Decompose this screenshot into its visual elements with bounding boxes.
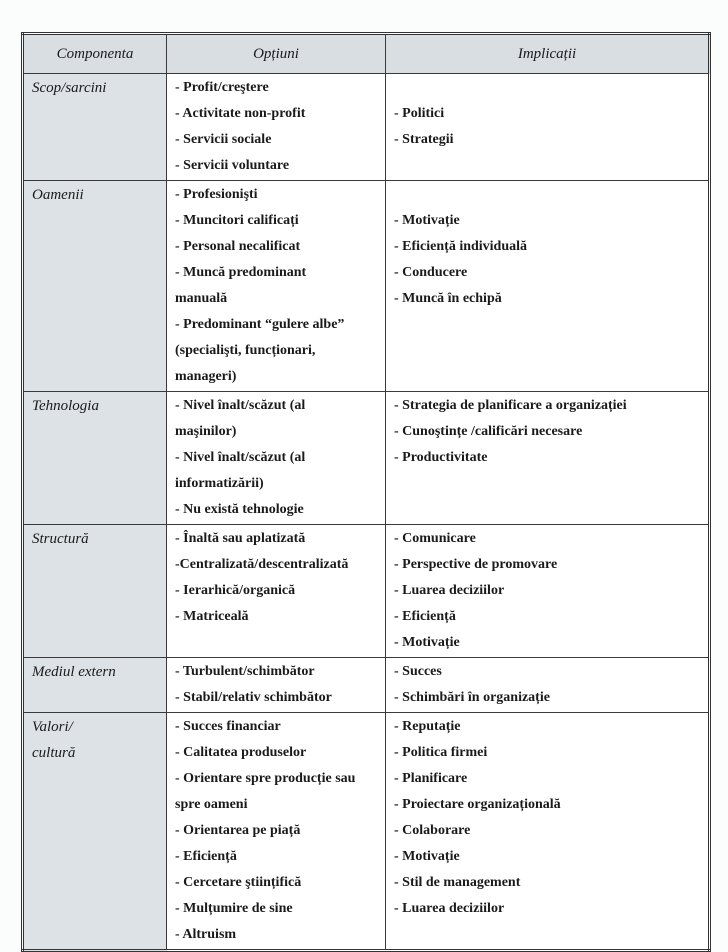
- cell-line: - Ierarhică/organică: [175, 583, 296, 598]
- cell-line: - Personal necalificat: [175, 239, 301, 254]
- cell-line: informatizării): [175, 476, 264, 491]
- component-cell: [23, 392, 167, 525]
- component-cell: [23, 658, 167, 713]
- cell-line: - Stabil/relativ schimbător: [175, 690, 332, 705]
- cell-line: - Strategia de planificare a organizației: [394, 398, 627, 413]
- table-row: [23, 392, 710, 525]
- table-body: [23, 74, 710, 951]
- cell-line: - Conducere: [394, 265, 468, 280]
- cell-line: - Reputație: [394, 719, 461, 734]
- cell-line: - Muncă în echipă: [394, 291, 502, 306]
- cell-line: - Succes financiar: [175, 719, 281, 734]
- implications-cell: [386, 658, 710, 713]
- implications-cell: [386, 181, 710, 392]
- cell-line: - Succes: [394, 664, 442, 679]
- cell-line: Structură: [32, 531, 89, 547]
- cell-line: spre oameni: [175, 797, 248, 812]
- cell-line: - Perspective de promovare: [394, 557, 558, 572]
- options-cell: [167, 713, 386, 951]
- cell-line: - Calitatea produselor: [175, 745, 307, 760]
- cell-line: - Nu există tehnologie: [175, 502, 304, 517]
- cell-line: Scop/sarcini: [32, 80, 107, 96]
- cell-line: - Schimbări în organizație: [394, 690, 550, 705]
- cell-line: - Cunoştințe /calificări necesare: [394, 424, 583, 439]
- cell-line: Oamenii: [32, 187, 84, 203]
- cell-line: Mediul extern: [32, 664, 116, 680]
- cell-line: - Predominant “gulere albe”: [175, 317, 345, 332]
- header-componenta: Componenta: [23, 34, 167, 74]
- cell-line: - Luarea deciziilor: [394, 583, 505, 598]
- options-cell: [167, 181, 386, 392]
- cell-line: manuală: [175, 291, 228, 306]
- cell-line: - Luarea deciziilor: [394, 901, 505, 916]
- cell-line: - Motivație: [394, 213, 460, 228]
- component-cell: [23, 74, 167, 181]
- cell-line: - Muncă predominant: [175, 265, 307, 280]
- header-optiuni: Opțiuni: [167, 34, 386, 74]
- options-cell: [167, 525, 386, 658]
- cell-line: - Înaltă sau aplatizată: [175, 531, 306, 546]
- cell-line: - Matriceală: [175, 609, 249, 624]
- implications-cell: [386, 713, 710, 951]
- cell-line: - Motivație: [394, 635, 460, 650]
- table-row: [23, 525, 710, 658]
- cell-line: - Politica firmei: [394, 745, 488, 760]
- table-row: [23, 658, 710, 713]
- implications-cell: [386, 525, 710, 658]
- options-cell: [167, 74, 386, 181]
- table-row: [23, 181, 710, 392]
- cell-line: - Profit/creştere: [175, 80, 269, 95]
- cell-line: - Orientare spre producție sau: [175, 771, 356, 786]
- component-cell: [23, 713, 167, 951]
- header-implicatii: Implicații: [386, 34, 710, 74]
- cell-line: - Eficiență: [394, 609, 456, 624]
- implications-cell: [386, 392, 710, 525]
- cell-line: - Nivel înalt/scăzut (al: [175, 450, 306, 465]
- cell-line: cultură: [32, 745, 76, 761]
- cell-line: - Proiectare organizațională: [394, 797, 561, 812]
- header-row: [23, 34, 710, 74]
- cell-line: - Comunicare: [394, 531, 476, 546]
- cell-line: - Profesionişti: [175, 187, 258, 202]
- cell-line: - Activitate non-profit: [175, 106, 306, 121]
- cell-line: - Strategii: [394, 132, 454, 147]
- table-row: [23, 713, 710, 951]
- cell-line: - Mulțumire de sine: [175, 901, 293, 916]
- cell-line: Valori/: [32, 719, 73, 735]
- cell-line: - Eficiență: [175, 849, 237, 864]
- components-table: [21, 32, 711, 952]
- implications-cell: [386, 74, 710, 181]
- cell-line: - Turbulent/schimbător: [175, 664, 315, 679]
- cell-line: - Eficiență individuală: [394, 239, 528, 254]
- cell-line: - Muncitori calificați: [175, 213, 299, 228]
- cell-line: - Politici: [394, 106, 445, 121]
- cell-line: maşinilor): [175, 424, 237, 439]
- cell-line: - Orientarea pe piață: [175, 823, 301, 838]
- cell-line: - Colaborare: [394, 823, 471, 838]
- table-row: [23, 74, 710, 181]
- cell-line: - Cercetare ştiințifică: [175, 875, 302, 890]
- component-cell: [23, 525, 167, 658]
- cell-line: - Motivație: [394, 849, 460, 864]
- component-cell: [23, 181, 167, 392]
- cell-line: - Servicii sociale: [175, 132, 272, 147]
- cell-line: (specialişti, funcționari,: [175, 343, 316, 358]
- cell-line: - Productivitate: [394, 450, 488, 465]
- cell-line: - Altruism: [175, 927, 237, 942]
- cell-line: manageri): [175, 369, 237, 384]
- cell-line: - Planificare: [394, 771, 468, 786]
- cell-line: - Servicii voluntare: [175, 158, 290, 173]
- cell-line: - Nivel înalt/scăzut (al: [175, 398, 306, 413]
- options-cell: [167, 392, 386, 525]
- options-cell: [167, 658, 386, 713]
- cell-line: - Stil de management: [394, 875, 521, 890]
- cell-line: Tehnologia: [32, 398, 99, 414]
- cell-line: -Centralizată/descentralizată: [175, 557, 349, 572]
